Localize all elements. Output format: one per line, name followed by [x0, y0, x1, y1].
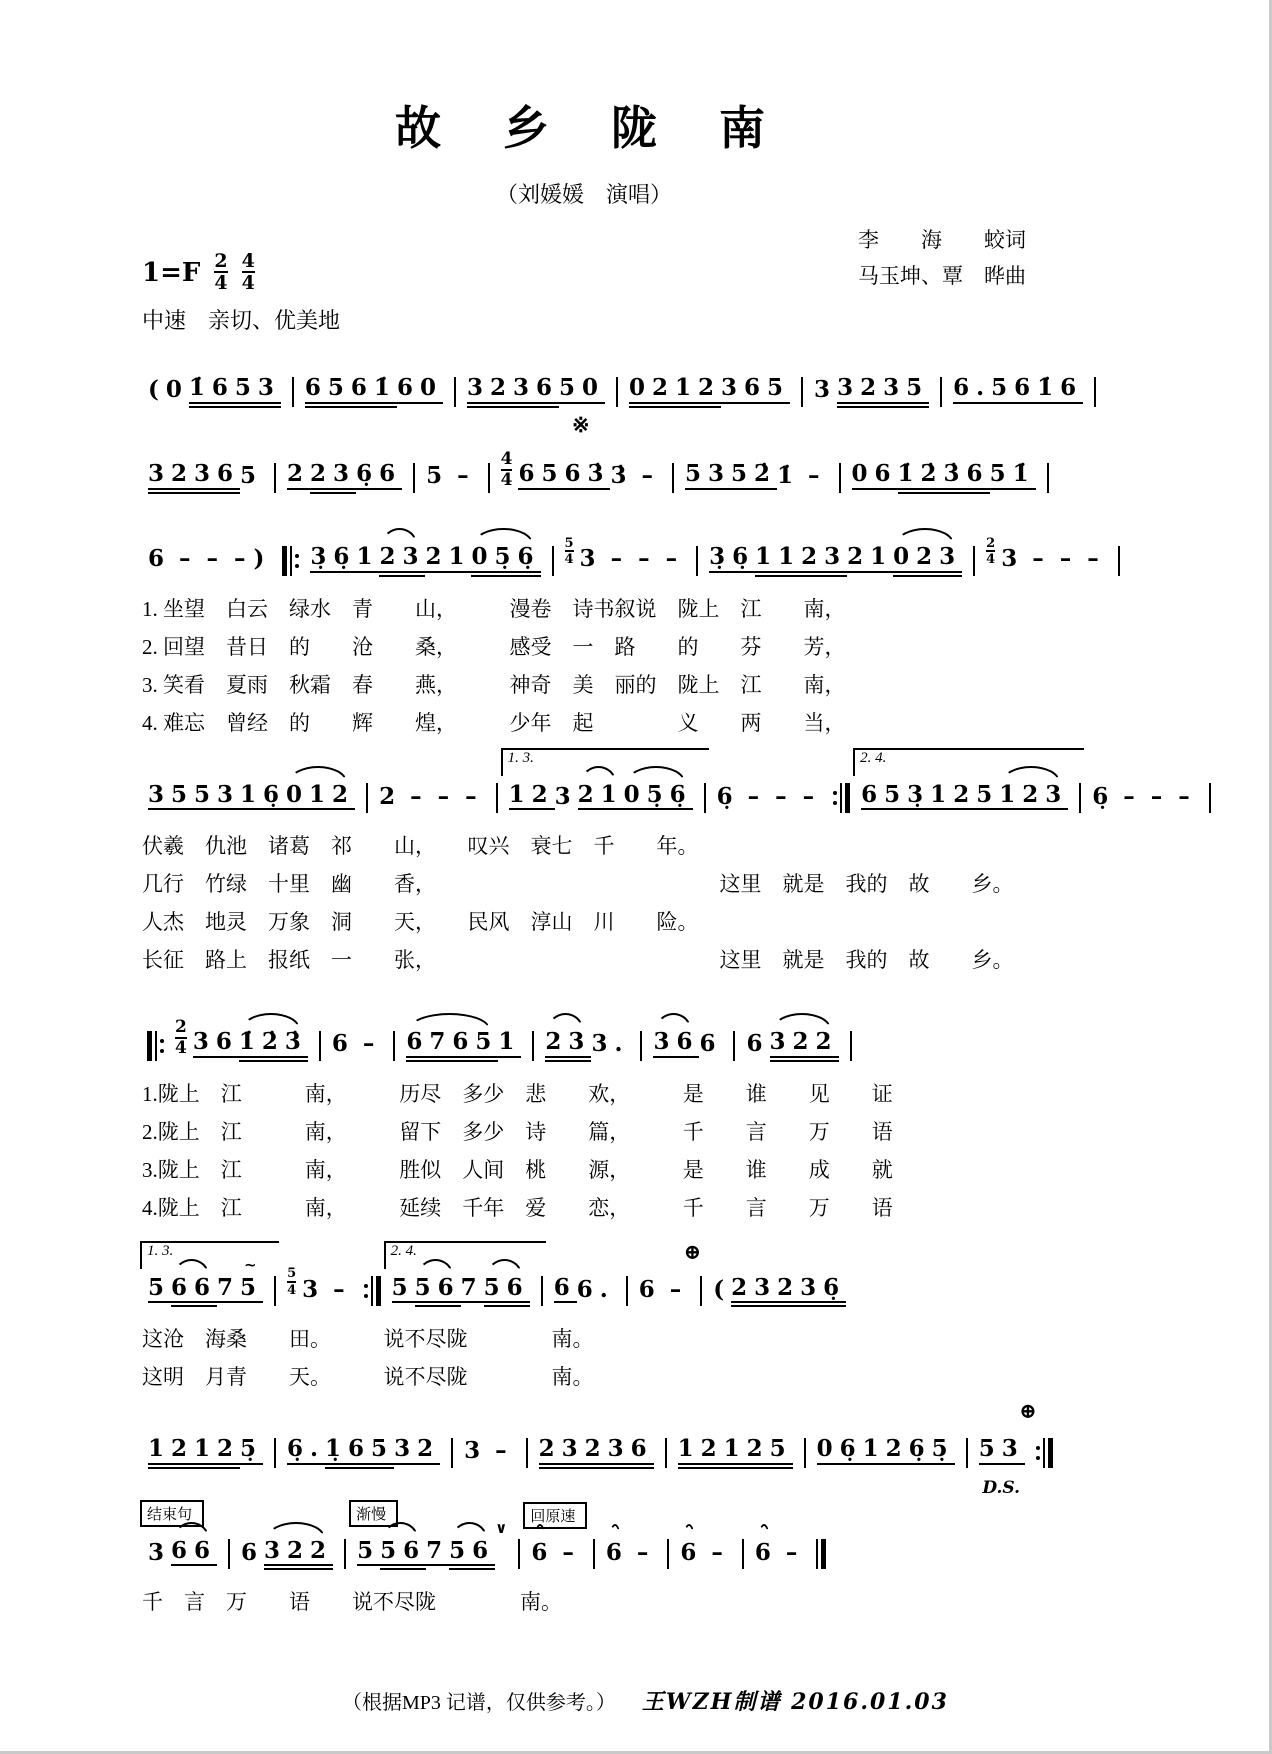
barline	[292, 377, 294, 407]
barline	[552, 546, 554, 576]
measure	[142, 1432, 269, 1471]
music-system	[142, 371, 1084, 410]
note: 6	[699, 1030, 723, 1058]
barline	[393, 1031, 395, 1061]
duration-dashes: –	[669, 1275, 682, 1303]
measure	[351, 1506, 513, 1573]
duration-dashes: –	[495, 1437, 507, 1465]
barline	[801, 377, 803, 407]
music-row	[142, 412, 1036, 497]
measure	[674, 1536, 737, 1573]
note: 3.	[591, 1030, 630, 1058]
duration-dashes: – – –	[410, 782, 477, 810]
inline-time-signature: 5 4	[287, 1265, 297, 1298]
inline-time-signature: 2 4	[986, 535, 996, 568]
barline	[413, 463, 415, 493]
measure	[1086, 780, 1204, 817]
music-row	[142, 1015, 1026, 1065]
measure	[740, 1025, 844, 1064]
barline	[672, 463, 674, 493]
measure	[400, 1025, 527, 1064]
note: 53	[194, 782, 240, 810]
lyrics-line: 1. 坐望 白云 绿水 青 山， 漫卷 诗书叙说 陇上 江 南，	[142, 596, 846, 621]
score	[142, 371, 1190, 1621]
barline	[366, 783, 368, 813]
note: 3	[302, 1275, 326, 1303]
note: 1̇2̇3̇	[239, 1029, 308, 1057]
note: 3236	[148, 461, 240, 489]
inline-time-signature: 4 4	[500, 448, 513, 490]
measure	[373, 780, 491, 817]
bracket-text: (	[148, 376, 166, 404]
note: 3	[464, 1437, 488, 1465]
note: 6	[531, 1538, 555, 1566]
note: 6̣	[732, 544, 755, 572]
measure	[623, 371, 796, 410]
measure	[142, 1506, 223, 1573]
composer-credit: 马玉坤、覃 晔曲	[858, 263, 1026, 288]
note: 6	[638, 1275, 662, 1303]
barline	[451, 1438, 453, 1468]
note: 6	[680, 1538, 704, 1566]
note: 05̣6̣	[624, 782, 693, 810]
measure	[711, 780, 829, 817]
barline	[319, 1031, 321, 1061]
note: 56	[380, 1538, 426, 1566]
lyrics-line: 伏羲 仇池 诸葛 祁 山， 叹兴 衰七 千 年。	[142, 834, 699, 859]
barline	[640, 1031, 642, 1061]
note: 56	[484, 1275, 530, 1303]
ts1-denominator: 4	[214, 272, 228, 295]
note: 3	[554, 782, 578, 810]
measure	[281, 1263, 359, 1310]
measure	[386, 1242, 536, 1310]
note: 3236	[467, 375, 559, 403]
note: 6	[397, 375, 420, 403]
music-system	[142, 412, 1036, 497]
performer-line: （刘媛媛 演唱）	[495, 182, 672, 207]
duration-dashes: –	[785, 1538, 798, 1566]
time-signature-1	[214, 249, 228, 295]
barline	[696, 546, 698, 576]
measure	[548, 1271, 621, 1310]
lyrics-block	[142, 1583, 1026, 1621]
note: 6.	[953, 375, 991, 403]
barline	[700, 1276, 702, 1306]
barline	[454, 377, 456, 407]
note: 5̣	[240, 1436, 263, 1464]
note: 1	[498, 1029, 521, 1057]
inline-time-signature: 2 4	[175, 1017, 187, 1059]
measure	[142, 1242, 269, 1310]
note: 6765	[406, 1029, 498, 1057]
note: 1̇	[777, 462, 801, 490]
note: 3235	[837, 375, 929, 403]
sheet-content	[142, 92, 1190, 1716]
song-title: 故 乡 陇 南	[395, 101, 773, 155]
note: 3̇	[610, 462, 634, 490]
section-label: 渐慢	[349, 1500, 398, 1527]
measure	[707, 1271, 852, 1310]
measure	[420, 459, 483, 496]
music-row	[142, 1239, 1026, 1310]
ts2-numerator: 4	[241, 249, 255, 272]
duration-dashes: –	[641, 462, 653, 490]
measure	[169, 1015, 314, 1065]
coda-icon: ⊕	[683, 1239, 702, 1264]
note: 6̣	[716, 782, 740, 810]
volta-bracket: 2. 4.	[384, 1241, 546, 1269]
measure	[142, 371, 287, 410]
music-system	[142, 1399, 1037, 1498]
note: 1̇2̇3̇6	[898, 461, 990, 489]
lyrics-line: 4.陇上 江 南， 延续 千年 爱 恋， 千 言 万 语	[142, 1195, 893, 1220]
measure	[672, 1432, 799, 1471]
section-label: 结束句	[140, 1500, 204, 1527]
music-row	[142, 371, 1084, 410]
note: 6	[605, 1538, 629, 1566]
measure	[808, 371, 935, 410]
barline	[518, 1539, 520, 1569]
lyricist-credit: 李 海 蛟词	[858, 228, 1026, 252]
note: 23	[545, 1029, 591, 1057]
barline	[1036, 1438, 1053, 1468]
segno-icon: ※	[571, 412, 590, 437]
note: 05̣6̣	[471, 544, 540, 572]
note: 26̣5̣	[886, 1436, 955, 1464]
barline	[742, 1539, 744, 1569]
note: 65	[861, 782, 907, 810]
ds-marking: D.S.	[982, 1477, 1020, 1498]
meta-row	[142, 223, 1026, 294]
note: 3̣	[709, 544, 732, 572]
note: 6	[241, 1538, 265, 1566]
volta-bracket: 1. 3.	[140, 1241, 279, 1269]
barline	[704, 783, 706, 813]
note: 6.	[576, 1275, 615, 1303]
note: 06̣1	[817, 1436, 886, 1464]
time-signature-2	[241, 249, 255, 295]
measure	[281, 457, 408, 496]
barline	[526, 1438, 528, 1468]
music-system	[142, 1015, 1026, 1227]
barline	[344, 1539, 346, 1569]
measure	[281, 1432, 446, 1471]
duration-dashes: –	[333, 1275, 345, 1303]
measure	[600, 1536, 663, 1573]
note: 3	[579, 545, 603, 573]
note: 6	[746, 1030, 770, 1058]
credits	[858, 223, 1026, 294]
note: 0	[582, 375, 605, 403]
note: 66	[171, 1275, 217, 1303]
lyrics-line: 2. 回望 昔日 的 沧 桑， 感受 一 路 的 芬 芳，	[142, 634, 846, 659]
note: 56	[449, 1538, 495, 1566]
barline	[282, 546, 299, 576]
note: 25	[953, 782, 999, 810]
lyrics-block	[142, 1320, 1026, 1396]
measure	[503, 749, 699, 817]
note: 3	[1002, 1436, 1025, 1464]
measure	[142, 778, 361, 817]
duration-dashes: – – –	[747, 782, 815, 810]
measure	[458, 1434, 521, 1471]
note: 7	[461, 1275, 484, 1303]
note: 36	[653, 1029, 699, 1057]
measure	[647, 1025, 728, 1064]
mordent-icon: ~	[244, 1255, 257, 1274]
barline	[816, 1539, 826, 1569]
measure	[525, 1508, 588, 1573]
barline	[966, 1438, 968, 1468]
note: 6	[331, 1030, 355, 1058]
note: 3	[148, 1538, 172, 1566]
note: 56	[415, 1275, 461, 1303]
barline	[833, 783, 850, 813]
note: 6	[148, 545, 172, 573]
measure	[533, 1432, 660, 1471]
lyrics-line: 这沧 海桑 田。 说不尽陇 南。	[142, 1327, 594, 1352]
measure	[559, 533, 692, 580]
duration-dashes: – – –	[1032, 545, 1099, 573]
note: 21	[847, 544, 893, 572]
measure	[980, 533, 1113, 580]
note: 1123	[755, 544, 847, 572]
duration-dashes: –	[362, 1030, 375, 1058]
note: 51̇	[990, 461, 1036, 489]
note: 1212	[148, 1436, 240, 1464]
lyrics-line: 几行 竹绿 十里 幽 香， 这里 就是 我的 故 乡。	[142, 872, 1014, 897]
note: 5	[240, 462, 264, 490]
barline	[274, 1438, 276, 1468]
lyrics-line: 人杰 地灵 万象 洞 天， 民风 淳山 川 险。	[142, 910, 699, 935]
note: 63̇	[564, 461, 610, 489]
footer	[342, 1685, 1026, 1716]
measure	[749, 1536, 812, 1573]
note: 66	[171, 1538, 217, 1566]
measure	[326, 1027, 389, 1064]
note: 0	[420, 375, 443, 403]
note: 3	[814, 376, 838, 404]
note: 5	[392, 1275, 415, 1303]
measure	[142, 457, 269, 496]
barline	[593, 1539, 595, 1569]
duration-dashes: – – –	[610, 545, 678, 573]
barline	[496, 783, 498, 813]
note: 5	[148, 1275, 171, 1303]
note: 023	[893, 544, 962, 572]
coda-icon: ⊕	[1019, 1399, 1037, 1424]
duration-dashes: – – –	[179, 545, 246, 573]
lyrics-line: 这明 月青 天。 说不尽陇 南。	[142, 1365, 594, 1390]
note: 2	[287, 461, 310, 489]
note: 23	[379, 544, 425, 572]
duration-dashes: –	[636, 1538, 649, 1566]
barline	[733, 1031, 735, 1061]
music-system	[142, 1239, 1026, 1396]
lyrics-line: 4. 难忘 曾经 的 辉 煌， 少年 起 义 两 当，	[142, 710, 846, 735]
measure	[495, 412, 667, 497]
note: 6	[554, 1275, 577, 1303]
note: 23	[310, 461, 356, 489]
barline	[839, 463, 841, 493]
note: 1̇653	[189, 375, 281, 403]
note: 12125	[678, 1436, 793, 1464]
transcriber-credit: 王WZH制谱 2016.01.03	[641, 1689, 949, 1716]
duration-dashes: – – –	[1123, 782, 1190, 810]
music-system	[142, 1506, 1026, 1621]
note: 7	[426, 1538, 449, 1566]
note: 6	[754, 1538, 778, 1566]
lyrics-line: 2.陇上 江 南， 留下 多少 诗 篇， 千 言 万 语	[142, 1119, 893, 1144]
volta-bracket: 1. 3.	[501, 748, 709, 776]
measure	[633, 1239, 702, 1310]
key-signature	[142, 249, 255, 295]
barline	[1209, 783, 1211, 813]
barline	[532, 1031, 534, 1061]
note: 65	[518, 461, 564, 489]
music-row	[142, 533, 1099, 580]
barline	[1079, 783, 1081, 813]
note: 6̣	[333, 544, 356, 572]
duration-dashes: –	[562, 1538, 574, 1566]
lyrics-block	[142, 590, 1026, 742]
barline	[940, 377, 942, 407]
volta-bracket: 2. 4.	[853, 748, 1084, 776]
note: 16̣	[240, 782, 286, 810]
barline	[147, 1031, 164, 1061]
measure	[811, 1432, 961, 1471]
measure	[461, 371, 611, 410]
barline	[665, 1438, 667, 1468]
barline	[541, 1276, 543, 1306]
note: 1̣65	[325, 1436, 394, 1464]
barline	[274, 463, 276, 493]
note: 35	[148, 782, 194, 810]
ts2-denominator: 4	[241, 272, 255, 295]
lyrics-line: 千 言 万 语 说不尽陇 南。	[142, 1590, 562, 1615]
measure	[947, 371, 1089, 410]
note: 23236	[539, 1436, 654, 1464]
barline	[274, 1276, 276, 1306]
barline	[364, 1276, 381, 1306]
barline	[616, 377, 618, 407]
bracket-text: (	[713, 1275, 732, 1303]
note: 322	[264, 1538, 333, 1566]
note: 36	[193, 1029, 239, 1057]
note: 23236̣	[731, 1275, 846, 1303]
bracket-text: )	[253, 545, 272, 573]
measure	[299, 371, 449, 410]
barline	[488, 463, 490, 493]
note: 5 ~	[240, 1275, 263, 1303]
key-text: 1=F	[142, 257, 201, 288]
note: 53	[685, 461, 731, 489]
note: 365	[721, 375, 790, 403]
music-system	[142, 749, 1190, 979]
tempo-marking: 中速 亲切、优美地	[142, 308, 341, 334]
barline	[973, 546, 975, 576]
measure	[973, 1399, 1037, 1471]
note: 0	[165, 376, 189, 404]
note: 123	[999, 782, 1068, 810]
inline-time-signature: 5 4	[564, 535, 574, 568]
note: 6561̇	[305, 375, 397, 403]
note: 322	[770, 1029, 839, 1057]
note: 32	[394, 1436, 440, 1464]
measure	[539, 1025, 635, 1064]
duration-dashes: –	[457, 462, 469, 490]
lyrics-block	[142, 827, 1026, 979]
note: 7	[217, 1275, 240, 1303]
barline	[228, 1539, 230, 1569]
ts1-numerator: 2	[214, 249, 228, 272]
note: 5	[426, 462, 450, 490]
note: 2	[379, 782, 403, 810]
note: 561̇6	[991, 375, 1083, 403]
footer-note: （根据MP3 记谱，仅供参考。）	[342, 1692, 616, 1715]
note: 6̣.	[287, 1436, 325, 1464]
barline	[1047, 463, 1049, 493]
note: 06	[852, 461, 898, 489]
lyrics-line: 3. 笑看 夏雨 秋霜 春 燕， 神奇 美 丽的 陇上 江 南，	[142, 672, 846, 697]
note: 21	[425, 544, 471, 572]
lyrics-line: 长征 路上 报纸 一 张， 这里 就是 我的 故 乡。	[142, 948, 1014, 973]
lyrics-line: 1.陇上 江 南， 历尽 多少 悲 欢， 是 谁 见 证	[142, 1081, 893, 1106]
note: 5	[979, 1436, 1002, 1464]
measure	[304, 540, 546, 579]
duration-dashes: –	[711, 1538, 723, 1566]
music-row	[142, 1399, 1037, 1471]
note: 3̣1	[907, 782, 953, 810]
note: 012	[286, 782, 355, 810]
barline	[804, 1438, 806, 1468]
note: 3	[1001, 545, 1025, 573]
barline	[1094, 377, 1096, 407]
barline	[850, 1031, 852, 1061]
note: 21	[578, 782, 624, 810]
note: 12	[509, 782, 555, 810]
music-row	[142, 1506, 1026, 1573]
music-system	[142, 533, 1099, 742]
measure	[855, 749, 1074, 817]
note: 3̣	[310, 544, 333, 572]
note: 5	[559, 375, 582, 403]
barline	[1118, 546, 1120, 576]
lyrics-block	[142, 1075, 1026, 1227]
measure	[703, 540, 968, 579]
barline	[626, 1276, 628, 1306]
note: 0212	[629, 375, 721, 403]
measure	[846, 457, 1042, 496]
breath-icon: ∨	[495, 1520, 508, 1537]
section-label: 回原速	[523, 1502, 587, 1529]
barline	[667, 1539, 669, 1569]
note: 6̣6	[356, 461, 402, 489]
lyrics-line: 3.陇上 江 南， 胜似 人间 桃 源， 是 谁 成 就	[142, 1157, 893, 1182]
measure	[679, 457, 834, 496]
note: 1	[356, 544, 379, 572]
note: 6̣	[1092, 782, 1116, 810]
duration-dashes: –	[808, 462, 820, 490]
music-row	[142, 749, 1190, 817]
measure	[235, 1534, 339, 1573]
measure	[142, 542, 277, 579]
note: 5	[357, 1538, 380, 1566]
note: 52̇	[731, 461, 777, 489]
